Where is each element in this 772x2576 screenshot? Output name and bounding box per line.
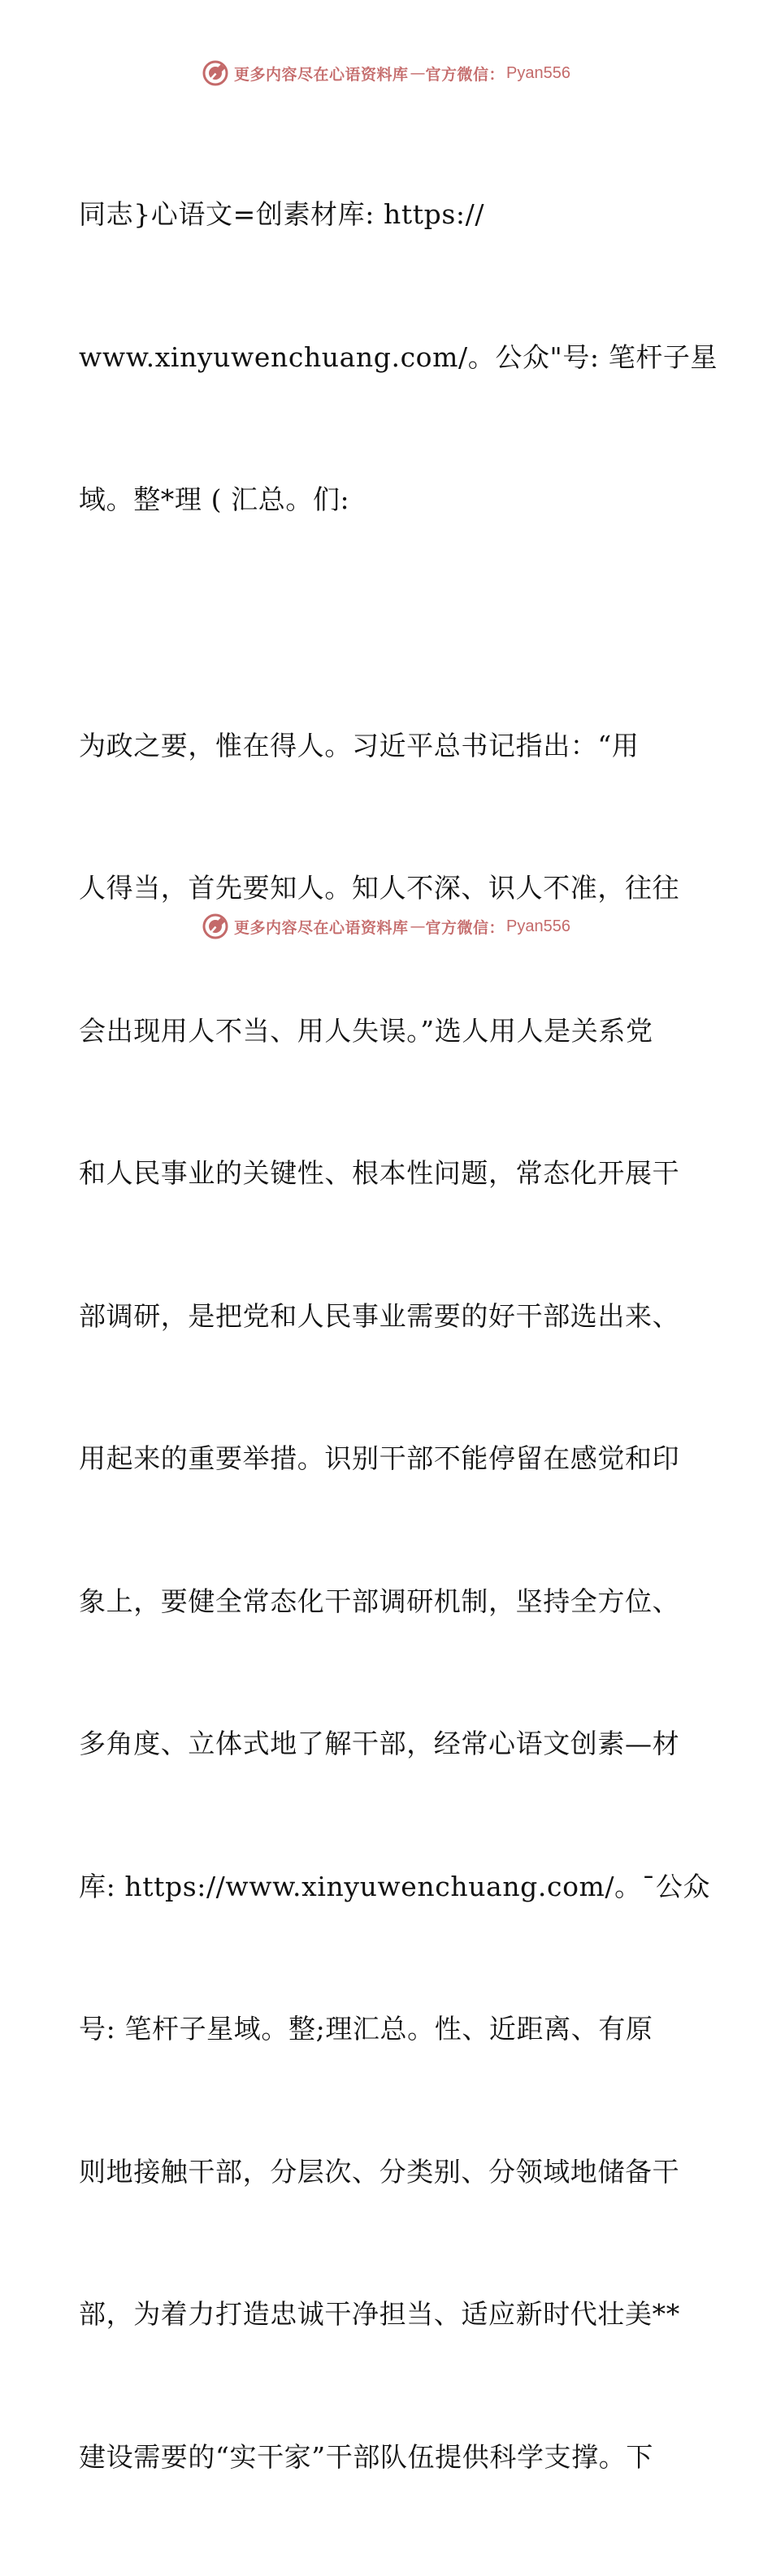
text-line: www.xinyuwenchuang.com/。公众"号: 笔杆子星 bbox=[79, 334, 696, 382]
seal-logo-icon bbox=[202, 59, 229, 87]
text-line: 和人民事业的关键性、根本性问题，常态化开展干 bbox=[79, 1150, 696, 1198]
text-line: 多角度、立体式地了解干部，经常心语文创素—材 bbox=[79, 1720, 696, 1768]
watermark-separator: — bbox=[410, 917, 426, 935]
text-line: 域。整*理 ( 汇总。们: bbox=[79, 476, 696, 524]
document-page bbox=[0, 0, 772, 1000]
text-line: 号: 笔杆子星域。整;理汇总。性、近距离、有原 bbox=[79, 2006, 696, 2053]
watermark-separator: — bbox=[410, 64, 426, 82]
watermark-label: 官方微信： bbox=[426, 63, 505, 85]
text-line: 库: https://www.xinyuwenchuang.com/。¯公众 bbox=[79, 1863, 696, 1911]
watermark-label: 官方微信： bbox=[426, 916, 505, 938]
text-line: 会出现用人不当、用人失误。”选人用人是关系党 bbox=[79, 1008, 696, 1056]
watermark-text: 更多内容尽在心语资料库 bbox=[234, 63, 409, 85]
text-line: 象上，要健全常态化干部调研机制，坚持全方位、 bbox=[79, 1578, 696, 1626]
text-line: 建设需要的“实干家”干部队伍提供科学支撑。下 bbox=[79, 2434, 696, 2482]
watermark-handle: Pyan556 bbox=[506, 64, 570, 83]
seal-logo-icon bbox=[202, 913, 229, 940]
text-line: 为政之要，惟在得人。习近平总书记指出：“用 bbox=[79, 722, 696, 770]
watermark-banner-top bbox=[0, 57, 772, 89]
document-body bbox=[79, 96, 696, 2576]
watermark-banner-bottom bbox=[0, 910, 772, 943]
text-line: 则地接触干部，分层次、分类别、分领域地储备干 bbox=[79, 2149, 696, 2197]
text-line: 人得当，首先要知人。知人不深、识人不准，往往 bbox=[79, 865, 696, 913]
text-line: 用起来的重要举措。识别干部不能停留在感觉和印 bbox=[79, 1435, 696, 1483]
watermark-handle: Pyan556 bbox=[506, 917, 570, 936]
text-line: 同志}心语文=创素材库: https:// bbox=[79, 191, 696, 239]
text-line: 部调研，是把党和人民事业需要的好干部选出来、 bbox=[79, 1293, 696, 1341]
paragraph-1 bbox=[79, 96, 696, 619]
text-line: 部，为着力打造忠诚干净担当、适应新时代壮美** bbox=[79, 2291, 696, 2339]
watermark-text: 更多内容尽在心语资料库 bbox=[234, 916, 409, 938]
